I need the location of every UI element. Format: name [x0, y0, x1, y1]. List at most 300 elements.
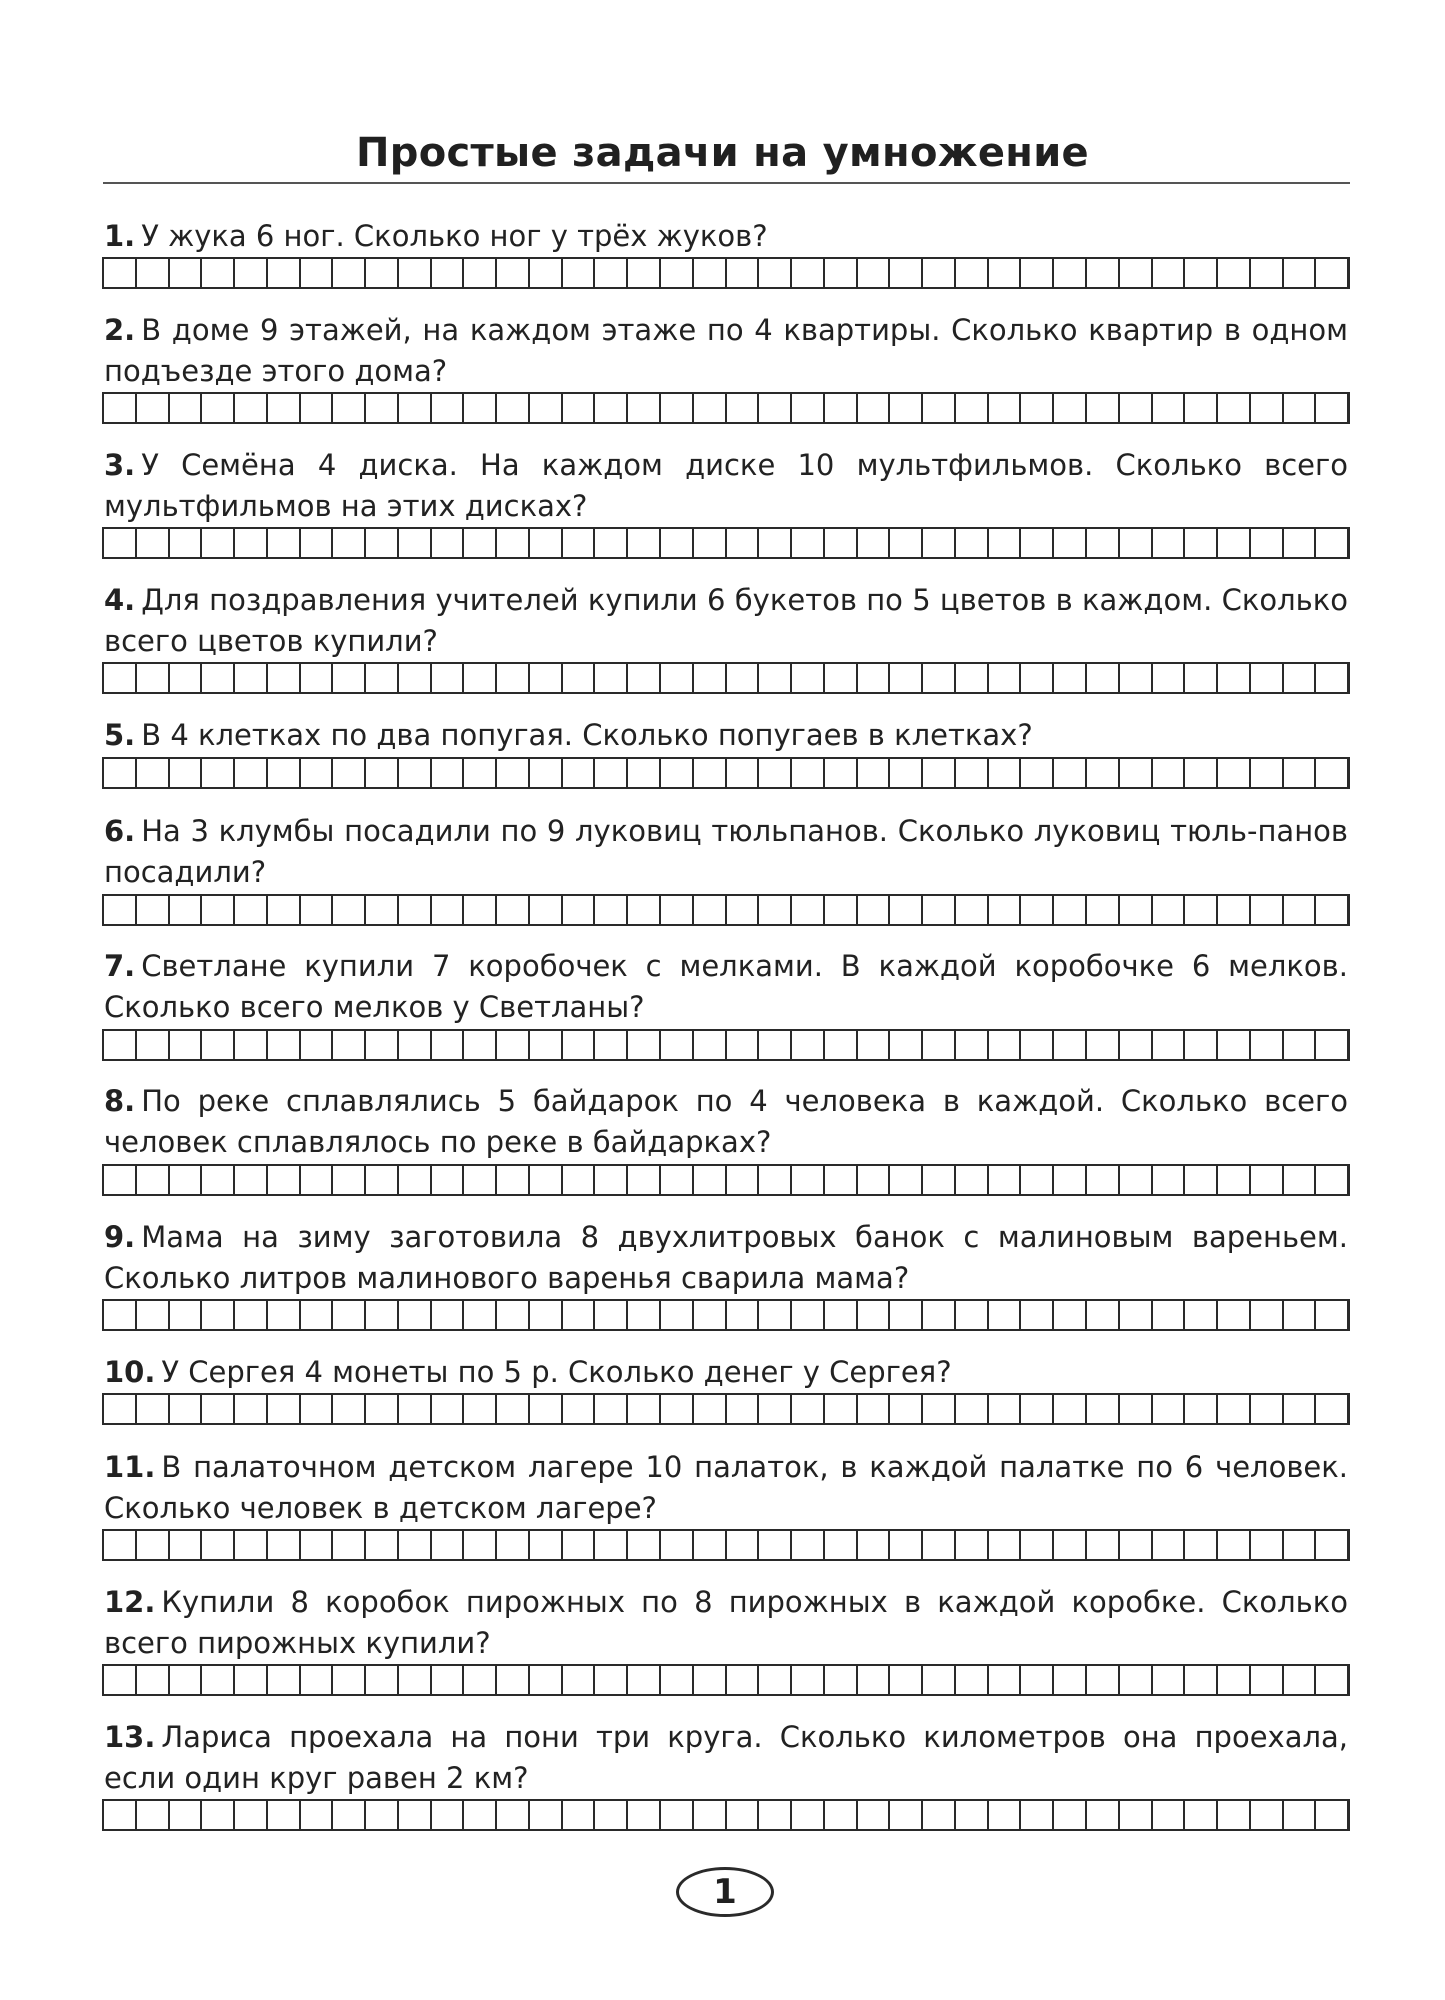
answer-cell[interactable] [366, 1531, 399, 1559]
answer-cell[interactable] [1054, 1301, 1087, 1329]
answer-cell[interactable] [399, 1031, 432, 1059]
answer-cell[interactable] [1284, 394, 1317, 422]
answer-cell[interactable] [1087, 664, 1120, 692]
answer-cell[interactable] [759, 1531, 792, 1559]
answer-cell[interactable] [333, 896, 366, 924]
answer-cell[interactable] [1251, 896, 1284, 924]
answer-cell[interactable] [1185, 664, 1218, 692]
answer-cell[interactable] [170, 664, 203, 692]
answer-cell[interactable] [301, 1801, 334, 1829]
answer-cell[interactable] [202, 1531, 235, 1559]
answer-cell[interactable] [858, 759, 891, 787]
answer-cell[interactable] [464, 1666, 497, 1694]
answer-cell[interactable] [1021, 1395, 1054, 1423]
answer-cell[interactable] [1153, 1801, 1186, 1829]
answer-cell[interactable] [399, 1395, 432, 1423]
answer-cell[interactable] [923, 896, 956, 924]
answer-cell[interactable] [759, 1666, 792, 1694]
answer-cell[interactable] [858, 1666, 891, 1694]
answer-cell[interactable] [923, 1166, 956, 1194]
answer-cell[interactable] [1153, 259, 1186, 287]
answer-cell[interactable] [202, 896, 235, 924]
answer-cell[interactable] [1185, 1801, 1218, 1829]
answer-cell[interactable] [563, 1301, 596, 1329]
answer-cell[interactable] [333, 529, 366, 557]
answer-cell[interactable] [858, 1801, 891, 1829]
answer-cell[interactable] [202, 529, 235, 557]
answer-cell[interactable] [890, 1395, 923, 1423]
answer-cell[interactable] [727, 1031, 760, 1059]
answer-cell[interactable] [1185, 259, 1218, 287]
answer-cell[interactable] [890, 529, 923, 557]
answer-cell[interactable] [170, 1531, 203, 1559]
answer-cell[interactable] [989, 1395, 1022, 1423]
answer-cell[interactable] [890, 1301, 923, 1329]
answer-cell[interactable] [268, 759, 301, 787]
answer-cell[interactable] [923, 259, 956, 287]
answer-cell[interactable] [399, 529, 432, 557]
answer-cell[interactable] [333, 1301, 366, 1329]
answer-cell[interactable] [628, 1301, 661, 1329]
answer-cell[interactable] [1087, 1301, 1120, 1329]
answer-cell[interactable] [497, 1031, 530, 1059]
answer-cell[interactable] [530, 1301, 563, 1329]
answer-cell[interactable] [301, 664, 334, 692]
answer-cell[interactable] [989, 529, 1022, 557]
answer-cell[interactable] [464, 1801, 497, 1829]
answer-cell[interactable] [923, 1301, 956, 1329]
answer-cell[interactable] [661, 529, 694, 557]
answer-cell[interactable] [563, 394, 596, 422]
answer-cell[interactable] [432, 1301, 465, 1329]
answer-cell[interactable] [333, 1166, 366, 1194]
answer-cell[interactable] [890, 1666, 923, 1694]
answer-cell[interactable] [1185, 1166, 1218, 1194]
answer-cell[interactable] [366, 896, 399, 924]
answer-cell[interactable] [694, 529, 727, 557]
answer-cell[interactable] [497, 1531, 530, 1559]
answer-cell[interactable] [890, 896, 923, 924]
answer-cell[interactable] [759, 1301, 792, 1329]
answer-cell[interactable] [792, 1166, 825, 1194]
answer-cell[interactable] [1054, 1666, 1087, 1694]
answer-cell[interactable] [595, 1666, 628, 1694]
answer-cell[interactable] [1054, 759, 1087, 787]
answer-cell[interactable] [1251, 1031, 1284, 1059]
answer-cell[interactable] [202, 1301, 235, 1329]
answer-cell[interactable] [1087, 1801, 1120, 1829]
answer-cell[interactable] [268, 1801, 301, 1829]
answer-cell[interactable] [759, 1031, 792, 1059]
answer-cell[interactable] [727, 896, 760, 924]
answer-cell[interactable] [792, 1031, 825, 1059]
answer-cell[interactable] [301, 1666, 334, 1694]
answer-cell[interactable] [661, 259, 694, 287]
answer-cell[interactable] [661, 896, 694, 924]
answer-cell[interactable] [956, 394, 989, 422]
answer-cell[interactable] [399, 1301, 432, 1329]
answer-cell[interactable] [464, 1395, 497, 1423]
answer-cell[interactable] [432, 1166, 465, 1194]
answer-cell[interactable] [104, 1801, 137, 1829]
answer-cell[interactable] [1185, 394, 1218, 422]
answer-cell[interactable] [137, 1031, 170, 1059]
answer-cell[interactable] [137, 759, 170, 787]
answer-cell[interactable] [595, 1166, 628, 1194]
answer-cell[interactable] [170, 1166, 203, 1194]
answer-cell[interactable] [1054, 1531, 1087, 1559]
answer-cell[interactable] [825, 664, 858, 692]
answer-cell[interactable] [858, 1301, 891, 1329]
answer-cell[interactable] [890, 1166, 923, 1194]
answer-cell[interactable] [104, 1531, 137, 1559]
answer-cell[interactable] [989, 259, 1022, 287]
answer-cell[interactable] [1153, 759, 1186, 787]
answer-cell[interactable] [1021, 394, 1054, 422]
answer-cell[interactable] [137, 896, 170, 924]
answer-cell[interactable] [1185, 529, 1218, 557]
answer-cell[interactable] [989, 394, 1022, 422]
answer-cell[interactable] [104, 1395, 137, 1423]
answer-cell[interactable] [464, 529, 497, 557]
answer-cell[interactable] [989, 896, 1022, 924]
answer-cell[interactable] [858, 1031, 891, 1059]
answer-cell[interactable] [366, 259, 399, 287]
answer-cell[interactable] [202, 1166, 235, 1194]
answer-cell[interactable] [333, 1031, 366, 1059]
answer-cell[interactable] [333, 394, 366, 422]
answer-cell[interactable] [137, 529, 170, 557]
answer-cell[interactable] [530, 1531, 563, 1559]
answer-cell[interactable] [1316, 529, 1349, 557]
answer-cell[interactable] [432, 1666, 465, 1694]
answer-cell[interactable] [530, 1395, 563, 1423]
answer-cell[interactable] [104, 1166, 137, 1194]
answer-cell[interactable] [301, 1301, 334, 1329]
answer-cell[interactable] [301, 394, 334, 422]
answer-grid-4[interactable] [102, 662, 1350, 694]
answer-cell[interactable] [1316, 1801, 1349, 1829]
answer-cell[interactable] [1153, 664, 1186, 692]
answer-cell[interactable] [1316, 394, 1349, 422]
answer-cell[interactable] [1218, 394, 1251, 422]
answer-cell[interactable] [727, 1166, 760, 1194]
answer-grid-12[interactable] [102, 1664, 1350, 1696]
answer-cell[interactable] [792, 1301, 825, 1329]
answer-cell[interactable] [1054, 394, 1087, 422]
answer-cell[interactable] [694, 896, 727, 924]
answer-cell[interactable] [464, 759, 497, 787]
answer-cell[interactable] [1316, 1531, 1349, 1559]
answer-cell[interactable] [530, 1166, 563, 1194]
answer-cell[interactable] [1153, 1031, 1186, 1059]
answer-cell[interactable] [1284, 1166, 1317, 1194]
answer-cell[interactable] [1087, 259, 1120, 287]
answer-cell[interactable] [530, 394, 563, 422]
answer-cell[interactable] [956, 1301, 989, 1329]
answer-cell[interactable] [759, 1166, 792, 1194]
answer-cell[interactable] [1153, 896, 1186, 924]
answer-cell[interactable] [1054, 896, 1087, 924]
answer-cell[interactable] [366, 1395, 399, 1423]
answer-cell[interactable] [661, 1166, 694, 1194]
answer-cell[interactable] [628, 1395, 661, 1423]
answer-cell[interactable] [530, 664, 563, 692]
answer-cell[interactable] [268, 259, 301, 287]
answer-cell[interactable] [366, 1301, 399, 1329]
answer-cell[interactable] [956, 1031, 989, 1059]
answer-cell[interactable] [432, 896, 465, 924]
answer-cell[interactable] [104, 259, 137, 287]
answer-cell[interactable] [530, 1801, 563, 1829]
answer-cell[interactable] [366, 1666, 399, 1694]
answer-cell[interactable] [1087, 1166, 1120, 1194]
answer-cell[interactable] [661, 1666, 694, 1694]
answer-cell[interactable] [104, 1666, 137, 1694]
answer-cell[interactable] [858, 1531, 891, 1559]
answer-cell[interactable] [1316, 1666, 1349, 1694]
answer-cell[interactable] [432, 394, 465, 422]
answer-cell[interactable] [235, 896, 268, 924]
answer-cell[interactable] [923, 1801, 956, 1829]
answer-cell[interactable] [235, 1666, 268, 1694]
answer-cell[interactable] [333, 664, 366, 692]
answer-cell[interactable] [530, 1666, 563, 1694]
answer-cell[interactable] [399, 896, 432, 924]
answer-cell[interactable] [399, 1166, 432, 1194]
answer-cell[interactable] [825, 1166, 858, 1194]
answer-cell[interactable] [890, 1031, 923, 1059]
answer-cell[interactable] [694, 1801, 727, 1829]
answer-cell[interactable] [497, 1666, 530, 1694]
answer-cell[interactable] [825, 896, 858, 924]
answer-grid-7[interactable] [102, 1029, 1350, 1061]
answer-cell[interactable] [759, 259, 792, 287]
answer-cell[interactable] [727, 1301, 760, 1329]
answer-grid-13[interactable] [102, 1799, 1350, 1831]
answer-cell[interactable] [858, 896, 891, 924]
answer-cell[interactable] [137, 664, 170, 692]
answer-grid-3[interactable] [102, 527, 1350, 559]
answer-cell[interactable] [1054, 259, 1087, 287]
answer-cell[interactable] [595, 1031, 628, 1059]
answer-cell[interactable] [1251, 394, 1284, 422]
answer-cell[interactable] [137, 1531, 170, 1559]
answer-cell[interactable] [464, 259, 497, 287]
answer-cell[interactable] [137, 259, 170, 287]
answer-cell[interactable] [661, 1395, 694, 1423]
answer-cell[interactable] [989, 664, 1022, 692]
answer-cell[interactable] [694, 394, 727, 422]
answer-cell[interactable] [628, 1166, 661, 1194]
answer-cell[interactable] [1087, 1666, 1120, 1694]
answer-cell[interactable] [366, 1166, 399, 1194]
answer-cell[interactable] [825, 1395, 858, 1423]
answer-cell[interactable] [268, 896, 301, 924]
answer-cell[interactable] [333, 759, 366, 787]
answer-cell[interactable] [170, 1801, 203, 1829]
answer-cell[interactable] [497, 1301, 530, 1329]
answer-cell[interactable] [1316, 759, 1349, 787]
answer-cell[interactable] [1087, 529, 1120, 557]
answer-cell[interactable] [694, 1031, 727, 1059]
answer-cell[interactable] [563, 1666, 596, 1694]
answer-cell[interactable] [923, 1531, 956, 1559]
answer-cell[interactable] [858, 664, 891, 692]
answer-cell[interactable] [1087, 394, 1120, 422]
answer-cell[interactable] [1185, 759, 1218, 787]
answer-cell[interactable] [628, 259, 661, 287]
answer-cell[interactable] [1021, 529, 1054, 557]
answer-cell[interactable] [530, 896, 563, 924]
answer-cell[interactable] [301, 1031, 334, 1059]
answer-cell[interactable] [1021, 1166, 1054, 1194]
answer-cell[interactable] [202, 664, 235, 692]
answer-cell[interactable] [137, 1666, 170, 1694]
answer-cell[interactable] [268, 1166, 301, 1194]
answer-cell[interactable] [989, 759, 1022, 787]
answer-cell[interactable] [595, 394, 628, 422]
answer-cell[interactable] [1284, 1531, 1317, 1559]
answer-cell[interactable] [1284, 896, 1317, 924]
answer-cell[interactable] [104, 1301, 137, 1329]
answer-cell[interactable] [858, 259, 891, 287]
answer-cell[interactable] [628, 664, 661, 692]
answer-cell[interactable] [1087, 1395, 1120, 1423]
answer-cell[interactable] [792, 259, 825, 287]
answer-cell[interactable] [1021, 1301, 1054, 1329]
answer-cell[interactable] [661, 759, 694, 787]
answer-cell[interactable] [235, 1531, 268, 1559]
answer-cell[interactable] [366, 394, 399, 422]
answer-cell[interactable] [694, 1531, 727, 1559]
answer-grid-10[interactable] [102, 1393, 1350, 1425]
answer-cell[interactable] [563, 1031, 596, 1059]
answer-cell[interactable] [1251, 1166, 1284, 1194]
answer-cell[interactable] [1251, 1666, 1284, 1694]
answer-cell[interactable] [1251, 529, 1284, 557]
answer-cell[interactable] [432, 1031, 465, 1059]
answer-cell[interactable] [1153, 394, 1186, 422]
answer-cell[interactable] [497, 1395, 530, 1423]
answer-cell[interactable] [235, 664, 268, 692]
answer-cell[interactable] [989, 1301, 1022, 1329]
answer-cell[interactable] [727, 394, 760, 422]
answer-cell[interactable] [202, 1801, 235, 1829]
answer-cell[interactable] [1284, 1666, 1317, 1694]
answer-cell[interactable] [1021, 1031, 1054, 1059]
answer-cell[interactable] [1218, 1395, 1251, 1423]
answer-cell[interactable] [1218, 1166, 1251, 1194]
answer-cell[interactable] [170, 529, 203, 557]
answer-grid-11[interactable] [102, 1529, 1350, 1561]
answer-cell[interactable] [333, 1531, 366, 1559]
answer-cell[interactable] [235, 759, 268, 787]
answer-cell[interactable] [1316, 1301, 1349, 1329]
answer-cell[interactable] [1185, 1666, 1218, 1694]
answer-cell[interactable] [956, 1531, 989, 1559]
answer-cell[interactable] [727, 1531, 760, 1559]
answer-cell[interactable] [628, 1031, 661, 1059]
answer-cell[interactable] [170, 896, 203, 924]
answer-cell[interactable] [202, 1666, 235, 1694]
answer-cell[interactable] [825, 1801, 858, 1829]
answer-cell[interactable] [432, 759, 465, 787]
answer-cell[interactable] [956, 1666, 989, 1694]
answer-cell[interactable] [235, 259, 268, 287]
answer-cell[interactable] [432, 259, 465, 287]
answer-cell[interactable] [694, 259, 727, 287]
answer-cell[interactable] [432, 1801, 465, 1829]
answer-cell[interactable] [268, 394, 301, 422]
answer-cell[interactable] [956, 529, 989, 557]
answer-cell[interactable] [1120, 1166, 1153, 1194]
answer-cell[interactable] [923, 394, 956, 422]
answer-cell[interactable] [923, 1395, 956, 1423]
answer-cell[interactable] [235, 1301, 268, 1329]
answer-cell[interactable] [661, 1301, 694, 1329]
answer-cell[interactable] [1316, 664, 1349, 692]
answer-cell[interactable] [1251, 1531, 1284, 1559]
answer-cell[interactable] [858, 394, 891, 422]
answer-cell[interactable] [825, 1666, 858, 1694]
answer-cell[interactable] [170, 759, 203, 787]
answer-cell[interactable] [366, 529, 399, 557]
answer-cell[interactable] [1120, 1666, 1153, 1694]
answer-cell[interactable] [464, 1301, 497, 1329]
answer-cell[interactable] [694, 1166, 727, 1194]
answer-cell[interactable] [464, 1531, 497, 1559]
answer-cell[interactable] [661, 1031, 694, 1059]
answer-cell[interactable] [333, 1666, 366, 1694]
answer-cell[interactable] [759, 1801, 792, 1829]
answer-cell[interactable] [1218, 1301, 1251, 1329]
answer-cell[interactable] [923, 1666, 956, 1694]
answer-cell[interactable] [497, 1166, 530, 1194]
answer-grid-1[interactable] [102, 257, 1350, 289]
answer-cell[interactable] [595, 896, 628, 924]
answer-cell[interactable] [923, 529, 956, 557]
answer-grid-8[interactable] [102, 1164, 1350, 1196]
answer-cell[interactable] [628, 529, 661, 557]
answer-cell[interactable] [1218, 529, 1251, 557]
answer-cell[interactable] [202, 394, 235, 422]
answer-cell[interactable] [1185, 1531, 1218, 1559]
answer-cell[interactable] [759, 394, 792, 422]
answer-cell[interactable] [1153, 1301, 1186, 1329]
answer-cell[interactable] [170, 1666, 203, 1694]
answer-cell[interactable] [989, 1801, 1022, 1829]
answer-cell[interactable] [792, 896, 825, 924]
answer-cell[interactable] [1284, 529, 1317, 557]
answer-cell[interactable] [1218, 1801, 1251, 1829]
answer-cell[interactable] [1054, 529, 1087, 557]
answer-cell[interactable] [1153, 529, 1186, 557]
answer-cell[interactable] [694, 1395, 727, 1423]
answer-cell[interactable] [464, 664, 497, 692]
answer-cell[interactable] [464, 1031, 497, 1059]
answer-cell[interactable] [956, 259, 989, 287]
answer-cell[interactable] [301, 759, 334, 787]
answer-cell[interactable] [333, 259, 366, 287]
answer-cell[interactable] [890, 1801, 923, 1829]
answer-cell[interactable] [1120, 664, 1153, 692]
answer-cell[interactable] [366, 759, 399, 787]
answer-cell[interactable] [1054, 1166, 1087, 1194]
answer-cell[interactable] [1218, 896, 1251, 924]
answer-cell[interactable] [792, 1801, 825, 1829]
answer-cell[interactable] [1120, 1031, 1153, 1059]
